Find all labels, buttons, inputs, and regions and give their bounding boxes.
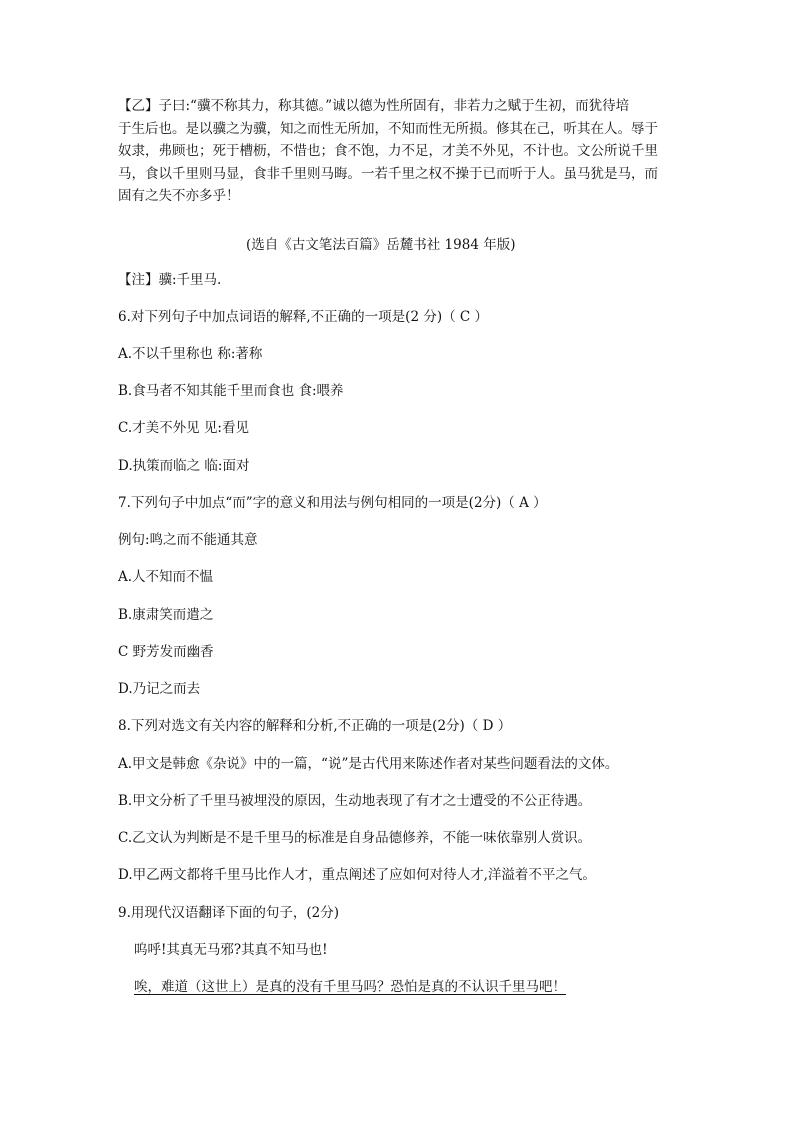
question-9-stem: 9.用现代汉语翻译下面的句子，(2分): [118, 905, 340, 921]
question-7-option-d: D.乃记之而去: [118, 681, 201, 697]
passage-yi: [118, 95, 678, 208]
question-8-option-b: B.甲文分析了千里马被埋没的原因，生动地表现了有才之士遭受的不公正待遇。: [118, 793, 592, 809]
passage-line: 于生后也。是以骥之为骥，知之而性无所加，不知而性无所损。修其在己，听其在人。辱于: [118, 120, 658, 137]
question-7-option-a: A.人不知而不愠: [118, 569, 214, 585]
question-9-sentence: 呜呼!其真无马邪?其真不知马也!: [134, 942, 328, 958]
question-6-option-b: B.食马者不知其能千里而食也 食:喂养: [118, 383, 344, 399]
question-6-option-d: D.执策而临之 临:面对: [118, 458, 250, 474]
passage-source: (选自《古文笔法百篇》岳麓书社 1984 年版): [246, 237, 516, 253]
annotation-note: 【注】骥:千里马.: [118, 272, 222, 288]
question-7-example: 例句:鸣之而不能通其意: [118, 532, 258, 548]
question-8-option-a: A.甲文是韩愈《杂说》中的一篇，“说”是古代用来陈述作者对某些问题看法的文体。: [118, 756, 619, 772]
question-6-option-c: C.才美不外见 见:看见: [118, 420, 249, 436]
passage-line: 奴隶，弗顾也；死于槽枥，不惜也；食不饱，力不足，才美不外见，不计也。文公所说千里: [118, 143, 658, 159]
question-8-stem: 8.下列对选文有关内容的解释和分析,不正确的一项是(2分)（ D ）: [118, 718, 512, 734]
passage-line: 马，食以千里则马显，食非千里则马晦。一若千里之权不操于已而听于人。虽马犹是马，而: [118, 165, 658, 182]
question-9-answer: 唉，难道（这世上）是真的没有千里马吗？恐怕是真的不认识千里马吧！: [134, 979, 566, 995]
passage-line: 【乙】子曰:“骥不称其力，称其德。”诚以德为性所固有，非若力之赋于生初，而犹待培: [118, 98, 630, 114]
question-6-stem: 6.对下列句子中加点词语的解释,不正确的一项是(2 分)（ C ）: [118, 309, 488, 325]
question-8-option-c: C.乙文认为判断是不是千里马的标准是自身品德修养，不能一味依靠别人赏识。: [118, 830, 592, 846]
passage-line: 固有之失不亦多乎！: [118, 188, 240, 204]
question-6-option-a: A.不以千里称也 称:著称: [118, 346, 263, 362]
question-7-option-b: B.康肃笑而遣之: [118, 607, 214, 623]
question-8-option-d: D.甲乙两文都将千里马比作人才，重点阐述了应如何对待人才,洋溢着不平之气。: [118, 867, 596, 883]
question-7-option-c: C 野芳发而幽香: [118, 644, 214, 660]
question-7-stem: 7.下列句子中加点“而”字的意义和用法与例句相同的一项是(2分)（ A ）: [118, 495, 547, 511]
